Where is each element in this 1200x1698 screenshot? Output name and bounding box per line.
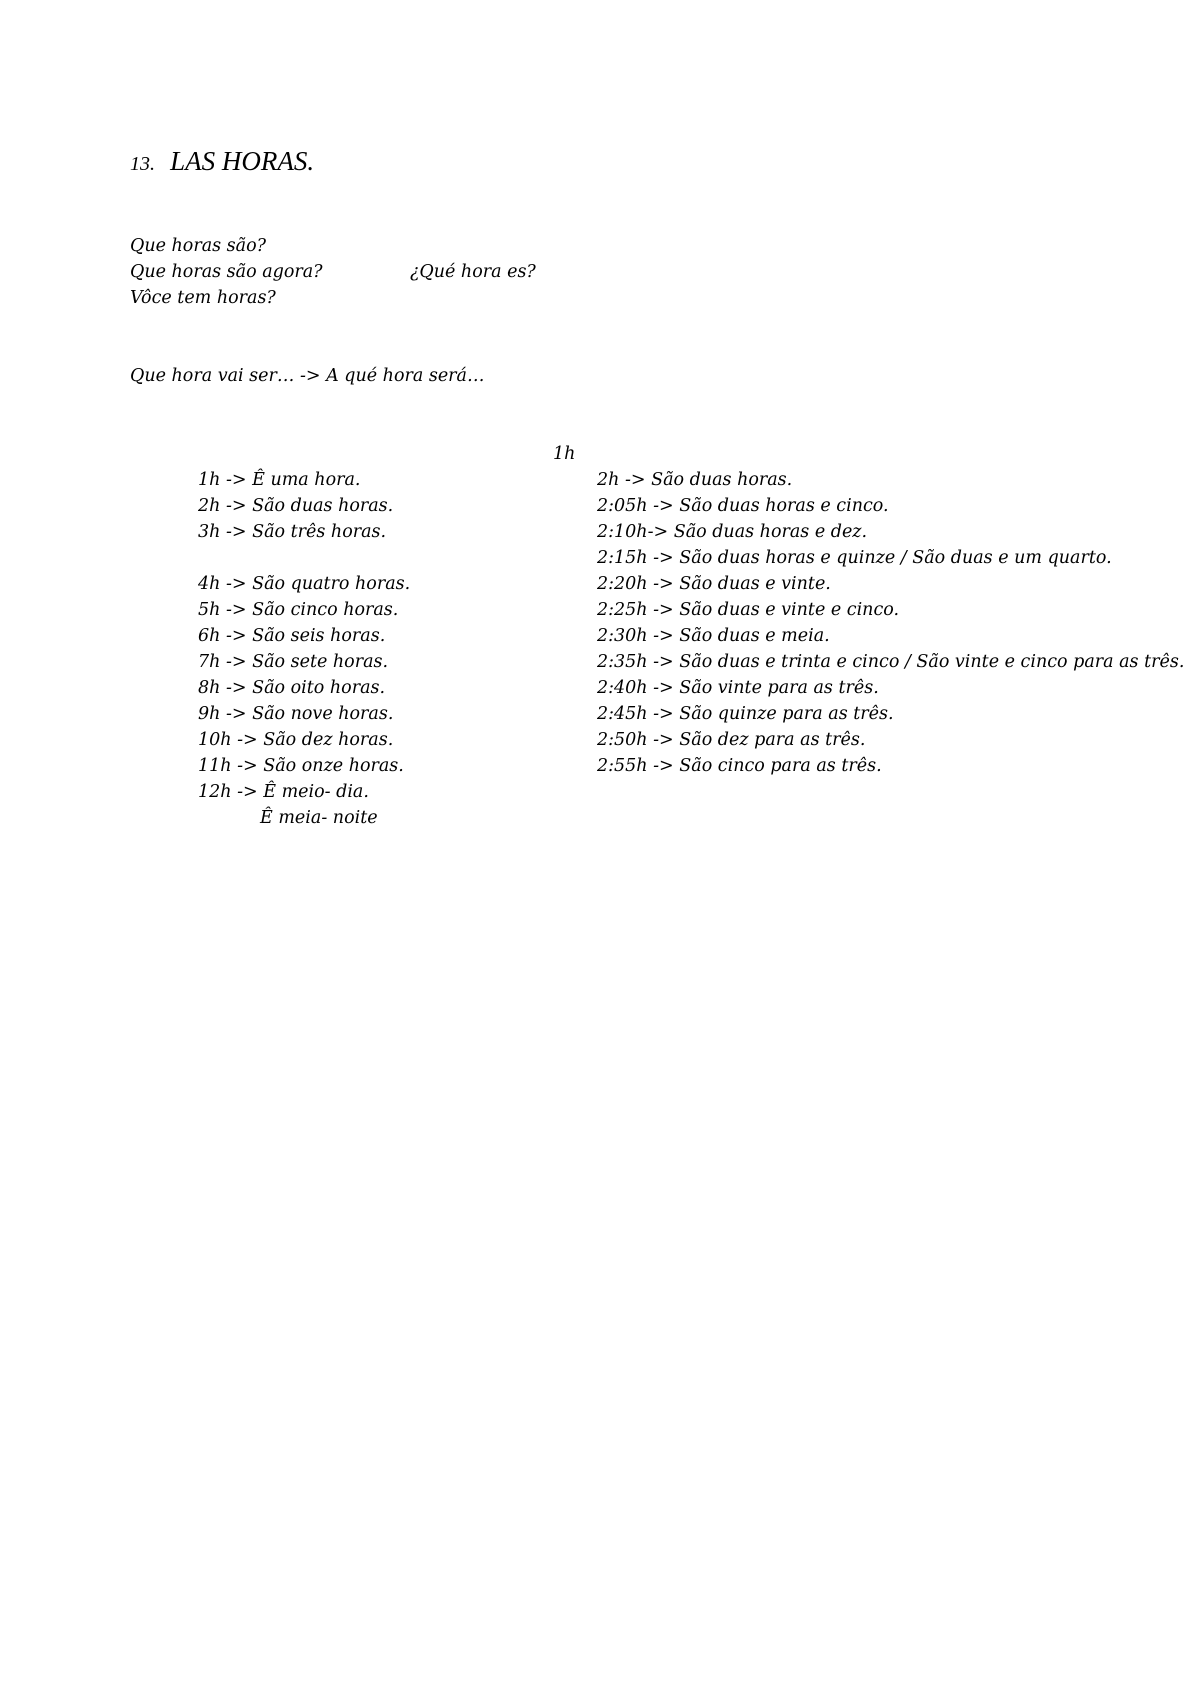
list-item: 9h -> São nove horas. — [198, 704, 394, 724]
list-item: 5h -> São cinco horas. — [198, 600, 399, 620]
list-item: 8h -> São oito horas. — [198, 678, 386, 698]
list-item: 2h -> São duas horas. — [198, 496, 394, 516]
list-item: 6h -> São seis horas. — [198, 626, 386, 646]
list-item: 2:25h -> São duas e vinte e cinco. — [597, 600, 900, 620]
list-item: 2:05h -> São duas horas e cinco. — [597, 496, 889, 516]
list-item: 11h -> São onze horas. — [198, 756, 404, 776]
question-line-1: Que horas são? — [130, 236, 267, 256]
list-item: 7h -> São sete horas. — [198, 652, 389, 672]
hours-list — [198, 467, 410, 831]
list-item: 2:20h -> São duas e vinte. — [597, 574, 831, 594]
list-item: 2:40h -> São vinte para as três. — [597, 678, 879, 698]
question-line-3: Vôce tem horas? — [130, 288, 276, 308]
section-title: LAS HORAS. — [170, 146, 315, 176]
list-item: 2:30h -> São duas e meia. — [597, 626, 830, 646]
list-spacer — [198, 545, 410, 571]
list-item: 12h -> Ê meio- dia. — [198, 782, 369, 802]
list-item: 2:10h-> São duas horas e dez. — [597, 522, 868, 542]
list-item: 2:45h -> São quinze para as três. — [597, 704, 894, 724]
minutes-list — [597, 467, 1184, 779]
list-item: 3h -> São três horas. — [198, 522, 387, 542]
future-question-line: Que hora vai ser… -> A qué hora será… — [130, 366, 485, 386]
list-item: 2h -> São duas horas. — [597, 470, 793, 490]
list-item: 4h -> São quatro horas. — [198, 574, 411, 594]
list-item: Ê meia- noite — [260, 808, 378, 828]
section-number: 13. — [130, 153, 155, 175]
list-item: 2:15h -> São duas horas e quinze / São duas e um quarto. — [597, 548, 1112, 568]
list-item: 2:50h -> São dez para as três. — [597, 730, 866, 750]
question-line-2-spanish: ¿Qué hora es? — [410, 262, 536, 282]
section-heading — [130, 146, 314, 177]
question-line-2: Que horas são agora? — [130, 262, 323, 282]
column-label: 1h — [553, 444, 576, 464]
list-item: 1h -> Ê uma hora. — [198, 470, 361, 490]
list-item: 10h -> São dez horas. — [198, 730, 394, 750]
list-item: 2:55h -> São cinco para as três. — [597, 756, 882, 776]
list-item: 2:35h -> São duas e trinta e cinco / São vinte e cinco para as três. — [597, 652, 1185, 672]
